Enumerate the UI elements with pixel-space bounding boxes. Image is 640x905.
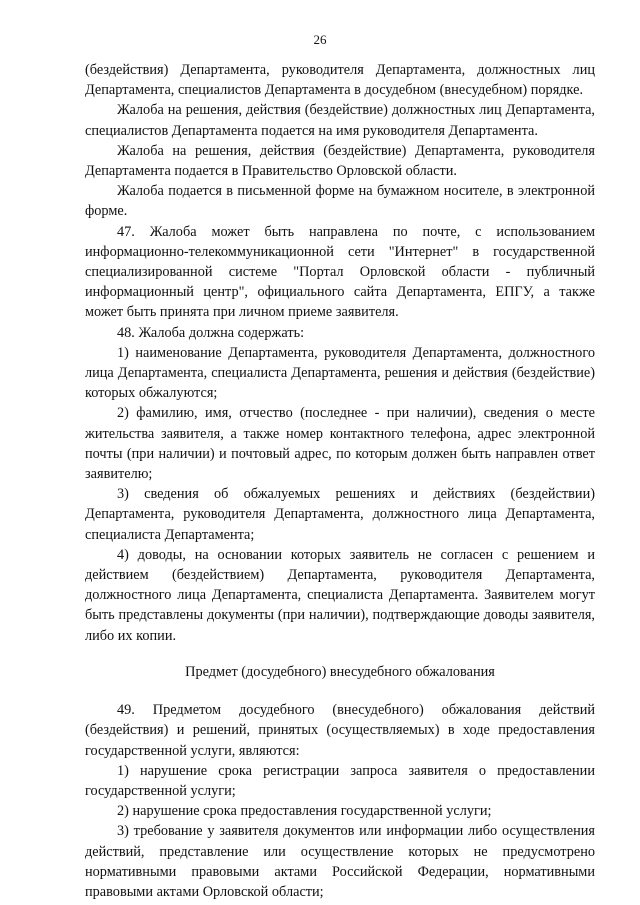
list-item: 3) сведения об обжалуемых решениях и действиях (бездействии) Департамента, руководителя Департамента, должностного лица Департамента, специалиста Департамента;	[85, 486, 595, 543]
page-number: 26	[313, 32, 327, 47]
list-item: 1) наименование Департамента, руководителя Департамента, должностного лица Департамента, специалиста Департамента, решения и действия (бездействие) которых обжалуются;	[85, 344, 595, 402]
list-item: 2) нарушение срока предоставления государственной услуги;	[117, 803, 492, 820]
paragraph: Жалоба подается в письменной форме на бумажном носителе, в электронной форме.	[85, 183, 595, 220]
list-item: 2) фамилию, имя, отчество (последнее - при наличии), сведения о месте жительства заявителя, а также номер контактного телефона, адрес электронной почты (при наличии) и почтовый адрес, по которым должен быть направлен ответ заявителю;	[85, 405, 595, 483]
list-item: 1) нарушение срока регистрации запроса заявителя о предоставлении государственной услуги;	[85, 762, 595, 799]
document-body	[85, 60, 595, 902]
paragraph: Жалоба на решения, действия (бездействие) Департамента, руководителя Департамента подается в Правительство Орловской области.	[85, 142, 595, 180]
paragraph: Жалоба на решения, действия (бездействие) должностных лиц Департамента, специалистов Департамента подается на имя руководителя Департамента.	[85, 102, 595, 139]
list-item: 3) требование у заявителя документов или информации либо осуществления действий, представление или осуществление которых не предусмотрено нормативными правовыми актами Российской Федерации, нормативными правовыми актами Орловской области;	[85, 823, 595, 900]
paragraph-continuation: (бездействия) Департамента, руководителя Департамента, должностных лиц Департамента, специалистов Департамента в досудебном (внесудебном) порядке.	[85, 62, 595, 99]
list-item: 4) доводы, на основании которых заявитель не согласен с решением и действием (бездействием) Департамента, руководителя Департамента, должностного лица Департамента, специалиста Департамента. Заявителем могут быть представлены документы (при наличии), подтверждающие доводы заявителя, либо их копии.	[85, 546, 595, 644]
paragraph-48: 48. Жалоба должна содержать:	[117, 324, 305, 341]
paragraph-47: 47. Жалоба может быть направлена по почте, с использованием информационно-телекоммуникационной сети "Интернет" в государственной специализированной системе "Портал Орловской области - публичный информационный центр", официального сайта Департамента, ЕПГУ, а также может быть принята при личном приеме заявителя.	[85, 223, 595, 321]
paragraph-49: 49. Предметом досудебного (внесудебного) обжалования действий (бездействия) и решений, принятых (осуществляемых) в ходе предоставления государственной услуги, являются:	[85, 702, 595, 759]
section-heading: Предмет (досудебного) внесудебного обжалования	[185, 663, 495, 680]
